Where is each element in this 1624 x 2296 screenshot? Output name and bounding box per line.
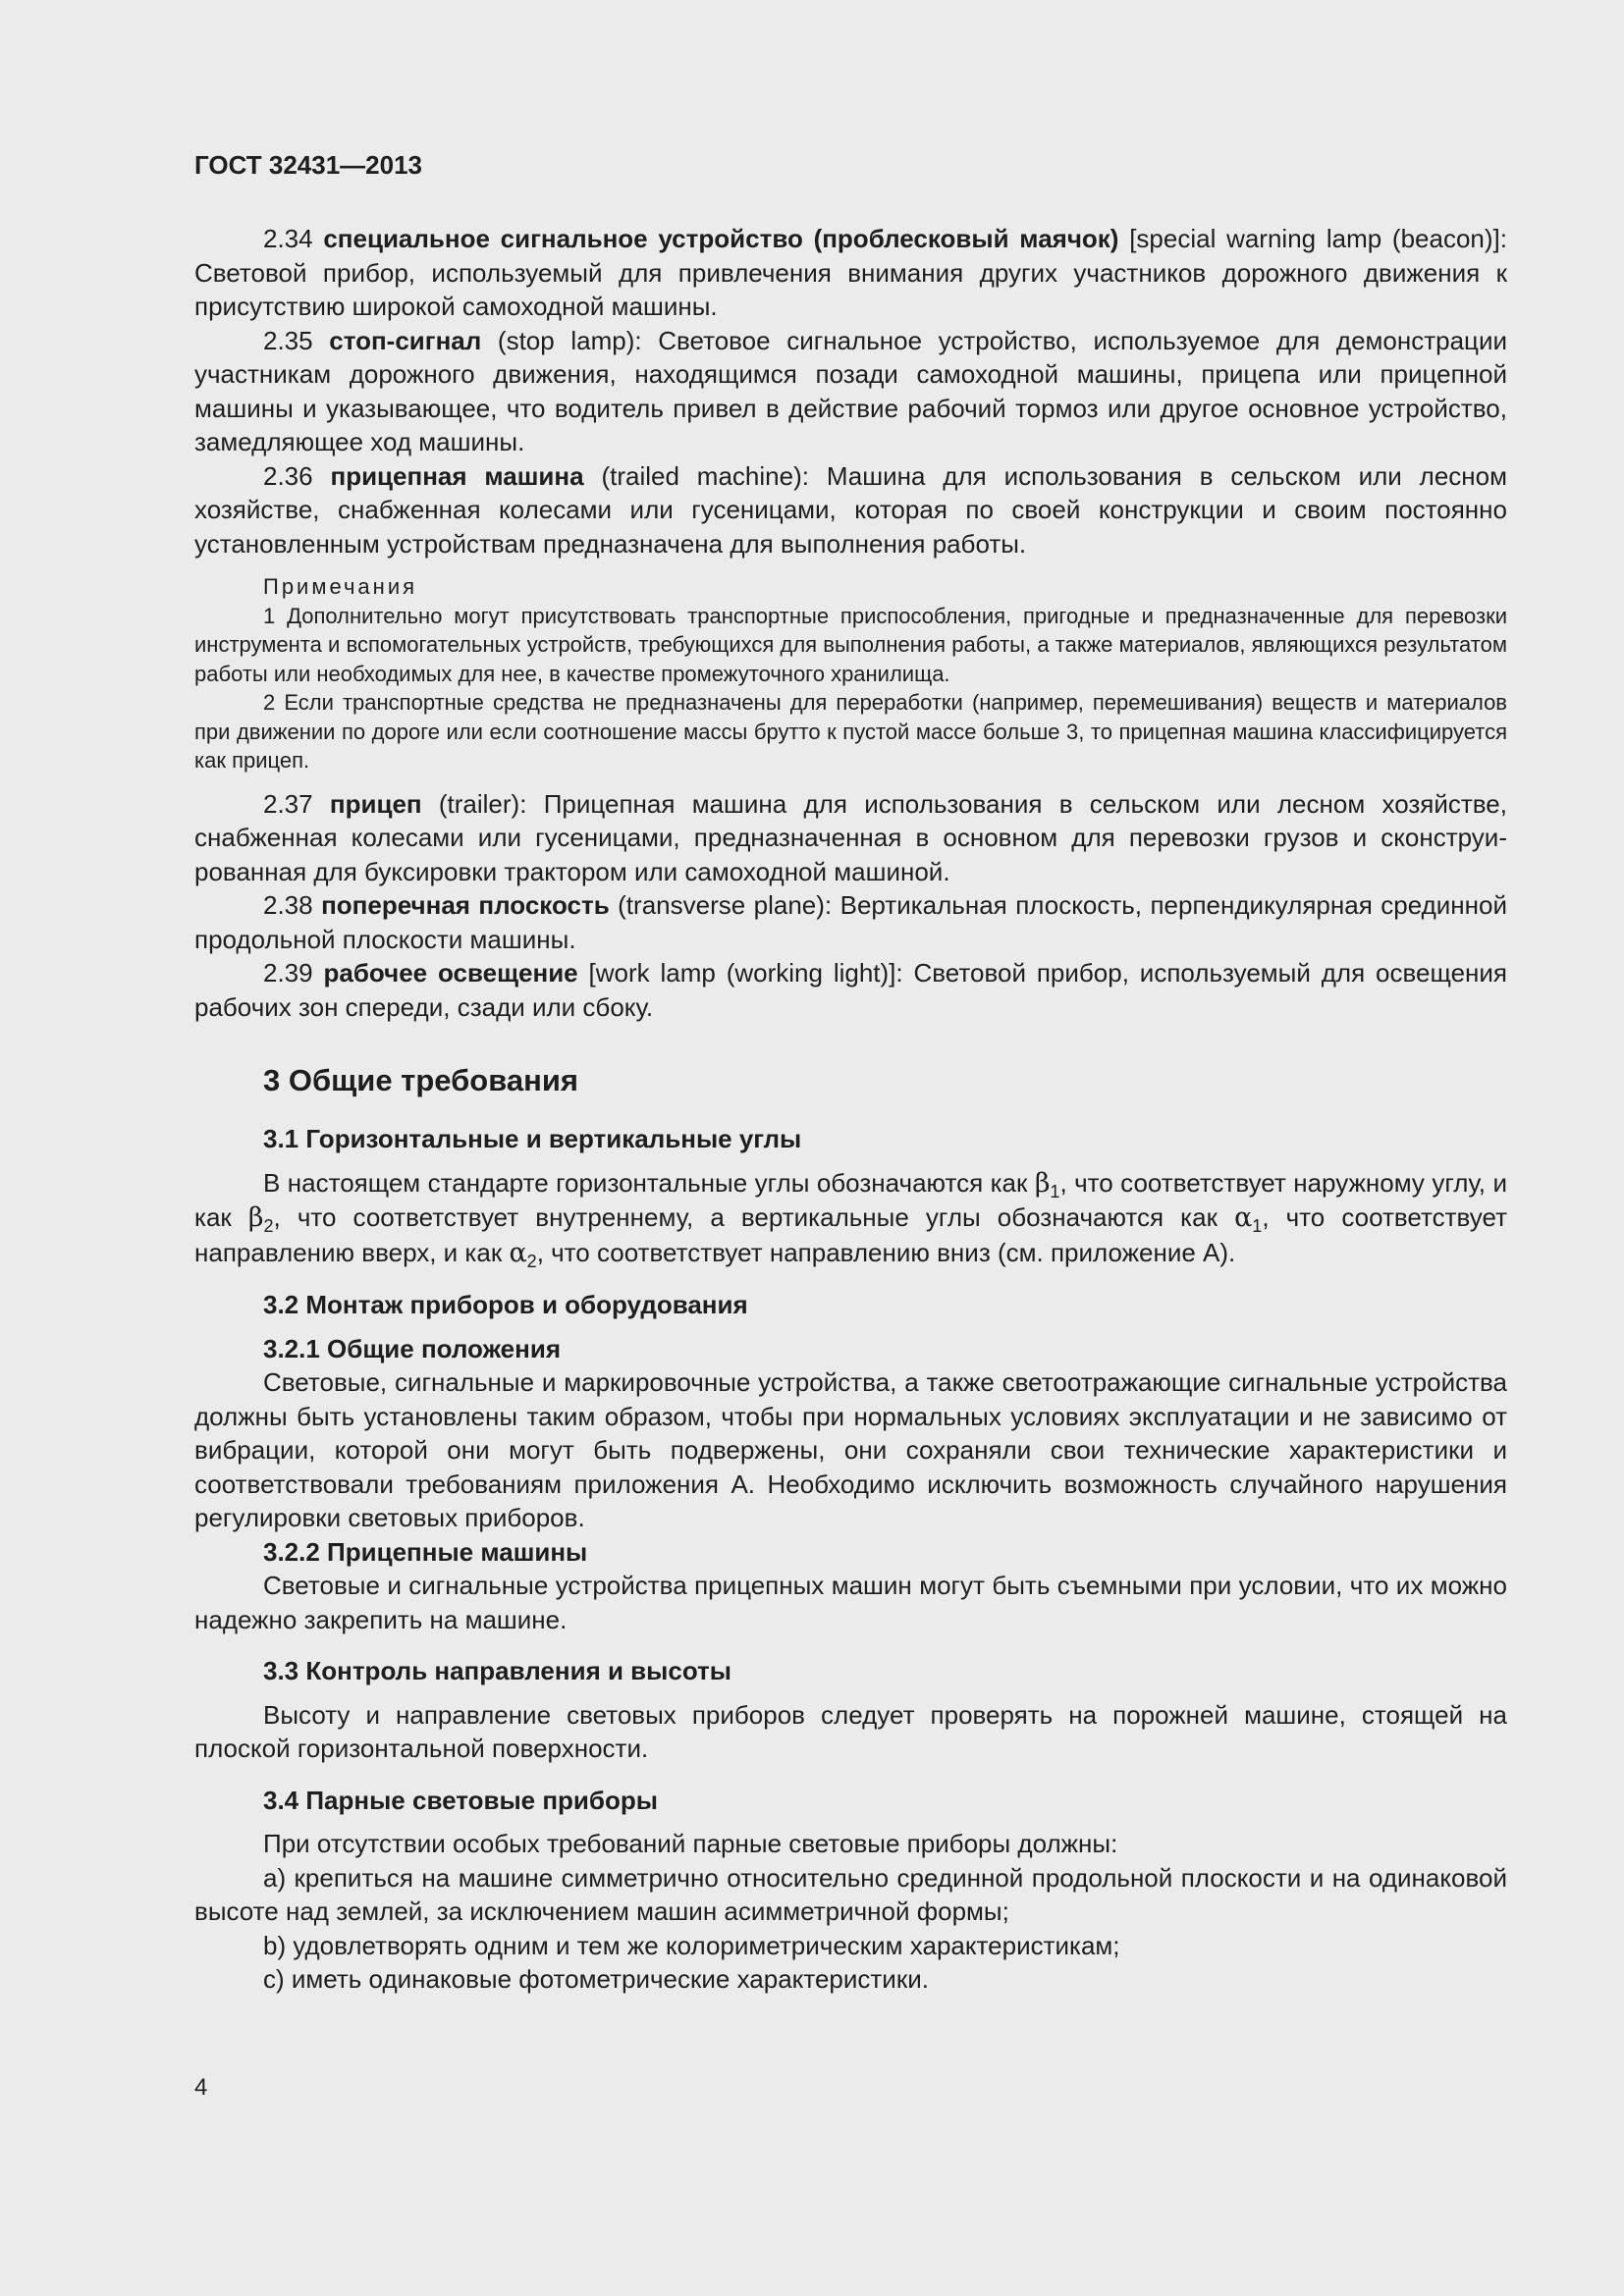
section-3-2-1-text: Световые, сигнальные и маркировочные устройства, а также светоотражающие сигнальные устройства должны быть установлены таким образом, чтобы при нормальных условиях эксплуатации и не зависимо от вибрации, которой они могут быть подвержены, они сохраняли свои технические характеристики и соответствовали требованиям приложения А. Необходимо исключить возможность случайного нарушения регулировки световых приборов. [194,1367,1507,1532]
text-run: , что соответствует направлению вверх, и как [194,1202,1507,1267]
section-3-2-title: 3.2 Монтаж приборов и оборудования [263,1290,748,1319]
page-number: 4 [194,2074,208,2101]
definition-number: 2.38 [263,890,313,920]
text-run: В настоящем стандарте горизонтальные углы обозначаются как [263,1167,1035,1198]
text-run: , что соответствует направлению вниз (см. приложение А). [536,1237,1236,1267]
definition-number: 2.36 [263,460,313,491]
text-run: , что соответствует наружному углу, и как [194,1167,1507,1232]
alpha-symbol: α [509,1237,527,1268]
definition-text: (transverse plane): Вертикальная плоскость, перпендикулярная срединной продольной плоскости машины. [194,890,1507,954]
subscript: 1 [1050,1181,1060,1201]
definition-text: [work lamp (working light)]: Световой прибор, используемый для освещения рабочих зон спереди, сзади или сбоку. [194,958,1507,1022]
section-3-4-title: 3.4 Парные световые приборы [263,1785,658,1815]
subscript: 2 [526,1251,537,1271]
list-item: с) иметь одинаковые фотометрические характеристики. [263,1964,929,1994]
definition-2-38 [194,888,1507,956]
definition-number: 2.37 [263,788,313,819]
definition-number: 2.34 [263,224,313,253]
definition-number: 2.35 [263,325,313,355]
document-header: ГОСТ 32431—2013 [194,150,422,180]
definition-term: прицеп [329,788,422,819]
section-3-2-1-title: 3.2.1 Общие положения [263,1333,561,1363]
list-item: а) крепиться на машине симметрично относительно срединной продольной плоскости и на одинаковой высоте над землей, за исключением машин асимметричной формы; [194,1862,1507,1926]
definition-2-39 [194,956,1507,1024]
definition-term: стоп-сигнал [329,325,482,355]
section-3-title: 3 Общие требования [263,1063,578,1097]
section-3-1-text [194,1166,1507,1271]
section-3-2-2-title: 3.2.2 Прицепные машины [263,1536,588,1567]
definition-number: 2.39 [263,958,313,988]
definition-2-36 [194,459,1507,561]
definition-text: [special warning lamp (beacon)]: Световой прибор, используемый для привлечения внимания других участников дорожного движения к присутствию широкой самоходной машины. [194,224,1507,321]
section-3-4-intro: При отсутствии особых требований парные световые приборы должны: [263,1829,1118,1858]
document-page [194,145,1507,1997]
beta-symbol: β [1034,1167,1051,1199]
section-3-3-title: 3.3 Контроль направления и высоты [263,1656,731,1685]
definition-term: прицепная машина [330,460,584,491]
alpha-symbol: α [1234,1202,1253,1233]
beta-symbol: β [247,1202,264,1233]
definition-2-35 [194,324,1507,459]
definition-2-37 [194,787,1507,889]
section-3-1-title: 3.1 Горизонтальные и вертикальные углы [263,1124,802,1153]
subscript: 1 [1252,1216,1263,1236]
definition-text: (trailer): Прицепная машина для использования в сельском или лесном хозяйстве, снабженная колесами или гусеницами, предназначенная в основном для перевозки грузов и сконструированная для буксировки трактором или самоходной машиной. [194,788,1507,886]
subscript: 2 [263,1216,274,1236]
text-run: , что соответствует внутреннему, а вертикальные углы обозначаются как [273,1202,1235,1232]
definition-text: (trailed machine): Машина для использования в сельском или лесном хозяйстве, снабженная колесами или гусеницами, которая по своей конструкции и своим постоянно установленным устройствам предназначена для выполнения работы. [194,460,1507,559]
list-item: b) удовлетворять одним и тем же колориметрическим характеристикам; [263,1930,1120,1960]
definition-text: (stop lamp): Световое сигнальное устройство, используемое для демонстрации участникам дорожного движения, находящимся позади самоходной машины, прицепа или прицепной машины и указывающее, что водитель привел в действие рабочий тормоз или другое основное устройство, замедляющее ход машины. [194,325,1507,456]
definition-2-34 [194,222,1507,324]
note-item: 2 Если транспортные средства не предназначены для переработки (например, перемешивания) веществ и материалов при движении по дороге или если соотношение массы брутто к пустой массе больше 3, то прицепная машина классифицируется как прицеп. [194,690,1507,773]
definition-term: специальное сигнальное устройство (проблесковый маячок) [323,224,1119,253]
section-3-2-2-text: Световые и сигнальные устройства прицепных машин могут быть съемными при условии, что их можно надежно закрепить на машине. [194,1571,1507,1634]
definition-term: рабочее освещение [323,958,578,988]
note-item: 1 Дополнительно могут присутствовать транспортные приспособления, пригодные и предназначенные для перевозки инструмента и вспомогательных устройств, требующихся для выполнения работы, а также материалов, являющихся результатом работы или необходимых для нее, в качестве промежуточного хранилища. [194,603,1507,686]
definition-term: поперечная плоскость [321,890,610,920]
section-3-3-text: Высоту и направление световых приборов следует проверять на порожней машине, стоящей на плоской горизонтальной поверхности. [194,1699,1507,1763]
notes-title: Примечания [263,574,418,599]
notes-block [194,572,1507,775]
